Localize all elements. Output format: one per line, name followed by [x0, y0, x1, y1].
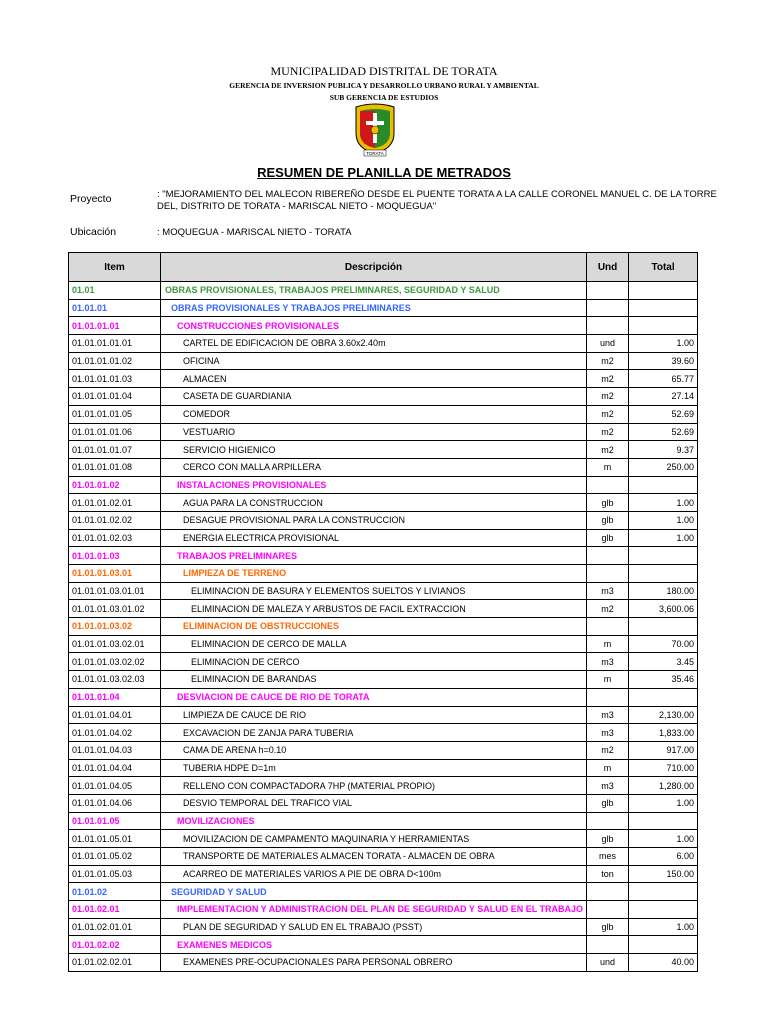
cell-unit: m2	[587, 741, 629, 759]
cell-item: 01.01.02	[69, 883, 161, 901]
cell-item: 01.01.01.03.02.01	[69, 635, 161, 653]
table-row	[69, 458, 698, 476]
cell-total: 52.69	[629, 423, 698, 441]
cell-item: 01.01.01.03.02.03	[69, 671, 161, 689]
cell-total: 40.00	[629, 954, 698, 972]
cell-item: 01.01.01.05.02	[69, 848, 161, 866]
table-row	[69, 794, 698, 812]
table-row	[69, 476, 698, 494]
cell-description: CARTEL DE EDIFICACION DE OBRA 3.60x2.40m	[161, 335, 587, 353]
table-row	[69, 335, 698, 353]
cell-total: 39.60	[629, 352, 698, 370]
cell-description: VESTUARIO	[161, 423, 587, 441]
cell-item: 01.01.01.03.02	[69, 618, 161, 636]
cell-unit: m3	[587, 706, 629, 724]
gerencia-name: GERENCIA DE INVERSION PUBLICA Y DESARROLLO URBANO RURAL Y AMBIENTAL	[229, 81, 539, 90]
cell-unit	[587, 883, 629, 901]
cell-unit	[587, 299, 629, 317]
cell-total	[629, 282, 698, 300]
cell-total: 1.00	[629, 529, 698, 547]
cell-item: 01.01.01.04.03	[69, 741, 161, 759]
table-row	[69, 529, 698, 547]
cell-total	[629, 883, 698, 901]
cell-description: IMPLEMENTACION Y ADMINISTRACION DEL PLAN DE SEGURIDAD Y SALUD EN EL TRABAJO	[161, 901, 587, 919]
table-row	[69, 918, 698, 936]
cell-unit	[587, 901, 629, 919]
cell-item: 01.01.01.02.02	[69, 511, 161, 529]
cell-item: 01.01.01.01.04	[69, 388, 161, 406]
cell-item: 01.01.01.01.05	[69, 405, 161, 423]
cell-description: COMEDOR	[161, 405, 587, 423]
cell-description: OBRAS PROVISIONALES, TRABAJOS PRELIMINARES, SEGURIDAD Y SALUD	[161, 282, 587, 300]
table-row	[69, 600, 698, 618]
header-item: Item	[69, 253, 161, 282]
cell-description: ALMACEN	[161, 370, 587, 388]
cell-unit: glb	[587, 511, 629, 529]
cell-unit: glb	[587, 918, 629, 936]
cell-total	[629, 901, 698, 919]
cell-unit	[587, 618, 629, 636]
cell-unit: und	[587, 335, 629, 353]
table-row	[69, 830, 698, 848]
metrados-table	[68, 252, 698, 972]
cell-item: 01.01.01.02	[69, 476, 161, 494]
cell-total: 1.00	[629, 794, 698, 812]
cell-unit	[587, 547, 629, 565]
cell-unit: m2	[587, 388, 629, 406]
cell-unit: m2	[587, 370, 629, 388]
cell-unit: glb	[587, 494, 629, 512]
cell-item: 01.01.01.01	[69, 317, 161, 335]
cell-description: ELIMINACION DE MALEZA Y ARBUSTOS DE FACIL EXTRACCION	[161, 600, 587, 618]
table-row	[69, 759, 698, 777]
cell-item: 01.01.01.01.06	[69, 423, 161, 441]
cell-unit: m	[587, 458, 629, 476]
cell-total	[629, 317, 698, 335]
cell-description: CONSTRUCCIONES PROVISIONALES	[161, 317, 587, 335]
cell-description: DESAGUE PROVISIONAL PARA LA CONSTRUCCION	[161, 511, 587, 529]
cell-item: 01.01.01.03.02.02	[69, 653, 161, 671]
cell-total	[629, 812, 698, 830]
cell-description: ELIMINACION DE OBSTRUCCIONES	[161, 618, 587, 636]
cell-total: 3.45	[629, 653, 698, 671]
table-row	[69, 671, 698, 689]
cell-description: EXAMENES MEDICOS	[161, 936, 587, 954]
table-row	[69, 494, 698, 512]
cell-unit: glb	[587, 529, 629, 547]
cell-unit: m3	[587, 653, 629, 671]
cell-unit	[587, 565, 629, 583]
cell-total: 27.14	[629, 388, 698, 406]
cell-total: 2,130.00	[629, 706, 698, 724]
cell-total: 3,600.06	[629, 600, 698, 618]
cell-description: ELIMINACION DE BARANDAS	[161, 671, 587, 689]
cell-unit: m2	[587, 352, 629, 370]
cell-item: 01.01.01.04.01	[69, 706, 161, 724]
cell-total	[629, 688, 698, 706]
cell-unit	[587, 812, 629, 830]
table-row	[69, 441, 698, 459]
cell-description: SEGURIDAD Y SALUD	[161, 883, 587, 901]
table-row	[69, 317, 698, 335]
cell-total: 710.00	[629, 759, 698, 777]
table-row	[69, 954, 698, 972]
cell-unit: m2	[587, 441, 629, 459]
table-row	[69, 653, 698, 671]
cell-description: PLAN DE SEGURIDAD Y SALUD EN EL TRABAJO (PSST)	[161, 918, 587, 936]
cell-item: 01.01.01	[69, 299, 161, 317]
cell-total: 1.00	[629, 918, 698, 936]
cell-unit: m3	[587, 777, 629, 795]
cell-total: 9.37	[629, 441, 698, 459]
cell-total: 65.77	[629, 370, 698, 388]
sub-gerencia-name: SUB GERENCIA DE ESTUDIOS	[329, 93, 439, 102]
header-unit: Und	[587, 253, 629, 282]
table-row	[69, 635, 698, 653]
cell-total	[629, 618, 698, 636]
cell-item: 01.01.01.05.01	[69, 830, 161, 848]
cell-total: 150.00	[629, 865, 698, 883]
cell-description: TRABAJOS PRELIMINARES	[161, 547, 587, 565]
cell-item: 01.01.01.04.04	[69, 759, 161, 777]
table-header-row	[69, 253, 698, 282]
cell-description: EXAMENES PRE-OCUPACIONALES PARA PERSONAL OBRERO	[161, 954, 587, 972]
table-row	[69, 901, 698, 919]
cell-unit	[587, 936, 629, 954]
table-row	[69, 706, 698, 724]
cell-total: 250.00	[629, 458, 698, 476]
cell-total	[629, 936, 698, 954]
cell-item: 01.01.01.01.08	[69, 458, 161, 476]
cell-unit: m2	[587, 423, 629, 441]
cell-total: 6.00	[629, 848, 698, 866]
project-value: : "MEJORAMIENTO DEL MALECON RIBEREÑO DESDE EL PUENTE TORATA A LA CALLE CORONEL MANUEL C. DE LA TORRE DEL, DISTRITO DE TORATA - MARISCAL NIETO - MOQUEGUA"	[157, 189, 717, 212]
table-row	[69, 565, 698, 583]
cell-description: INSTALACIONES PROVISIONALES	[161, 476, 587, 494]
cell-total: 1,833.00	[629, 724, 698, 742]
table-row	[69, 511, 698, 529]
cell-total	[629, 299, 698, 317]
cell-unit: m3	[587, 724, 629, 742]
table-row	[69, 370, 698, 388]
cell-total: 1.00	[629, 494, 698, 512]
table-row	[69, 547, 698, 565]
cell-item: 01.01.01.01.03	[69, 370, 161, 388]
cell-item: 01.01.01.04	[69, 688, 161, 706]
location-value: : MOQUEGUA - MARISCAL NIETO - TORATA	[157, 227, 352, 238]
cell-total: 35.46	[629, 671, 698, 689]
cell-item: 01.01.01.03.01.01	[69, 582, 161, 600]
header-description: Descripción	[161, 253, 587, 282]
cell-total: 1.00	[629, 511, 698, 529]
cell-item: 01.01.02.02.01	[69, 954, 161, 972]
municipality-name: MUNICIPALIDAD DISTRITAL DE TORATA	[270, 64, 498, 78]
svg-text:TORATA: TORATA	[366, 151, 384, 156]
cell-unit: m	[587, 635, 629, 653]
cell-item: 01.01	[69, 282, 161, 300]
cell-item: 01.01.02.01.01	[69, 918, 161, 936]
cell-description: CAMA DE ARENA h=0.10	[161, 741, 587, 759]
cell-description: LIMPIEZA DE CAUCE DE RIO	[161, 706, 587, 724]
cell-description: OBRAS PROVISIONALES Y TRABAJOS PRELIMINARES	[161, 299, 587, 317]
table-row	[69, 282, 698, 300]
cell-description: ELIMINACION DE CERCO DE MALLA	[161, 635, 587, 653]
cell-total	[629, 565, 698, 583]
cell-total: 1.00	[629, 335, 698, 353]
cell-description: MOVILIZACION DE CAMPAMENTO MAQUINARIA Y HERRAMIENTAS	[161, 830, 587, 848]
table-row	[69, 883, 698, 901]
table-row	[69, 812, 698, 830]
cell-total: 917.00	[629, 741, 698, 759]
cell-total: 180.00	[629, 582, 698, 600]
cell-item: 01.01.01.02.01	[69, 494, 161, 512]
cell-description: CASETA DE GUARDIANIA	[161, 388, 587, 406]
cell-description: TRANSPORTE DE MATERIALES ALMACEN TORATA - ALMACEN DE OBRA	[161, 848, 587, 866]
cell-item: 01.01.01.03.01	[69, 565, 161, 583]
cell-description: SERVICIO HIGIENICO	[161, 441, 587, 459]
cell-description: CERCO CON MALLA ARPILLERA	[161, 458, 587, 476]
cell-item: 01.01.01.02.03	[69, 529, 161, 547]
table-row	[69, 777, 698, 795]
cell-item: 01.01.01.05.03	[69, 865, 161, 883]
cell-total	[629, 547, 698, 565]
cell-unit: glb	[587, 830, 629, 848]
cell-unit: m2	[587, 405, 629, 423]
cell-unit: und	[587, 954, 629, 972]
cell-item: 01.01.01.04.02	[69, 724, 161, 742]
cell-unit: mes	[587, 848, 629, 866]
cell-unit: ton	[587, 865, 629, 883]
location-label: Ubicación	[70, 226, 117, 238]
page-title: RESUMEN DE PLANILLA DE METRADOS	[257, 165, 511, 180]
cell-description: RELLENO CON COMPACTADORA 7HP (MATERIAL PROPIO)	[161, 777, 587, 795]
cell-unit: glb	[587, 794, 629, 812]
table-row	[69, 299, 698, 317]
cell-item: 01.01.01.04.05	[69, 777, 161, 795]
table-row	[69, 688, 698, 706]
cell-description: MOVILIZACIONES	[161, 812, 587, 830]
cell-description: TUBERIA HDPE D=1m	[161, 759, 587, 777]
cell-total: 1.00	[629, 830, 698, 848]
table-row	[69, 582, 698, 600]
table-row	[69, 741, 698, 759]
cell-item: 01.01.02.01	[69, 901, 161, 919]
project-label: Proyecto	[70, 193, 112, 205]
cell-description: OFICINA	[161, 352, 587, 370]
cell-description: ELIMINACION DE BASURA Y ELEMENTOS SUELTOS Y LIVIANOS	[161, 582, 587, 600]
cell-unit	[587, 282, 629, 300]
cell-unit: m	[587, 671, 629, 689]
cell-unit: m2	[587, 600, 629, 618]
cell-description: AGUA PARA LA CONSTRUCCION	[161, 494, 587, 512]
cell-description: ACARREO DE MATERIALES VARIOS A PIE DE OBRA D<100m	[161, 865, 587, 883]
table-row	[69, 388, 698, 406]
cell-unit: m3	[587, 582, 629, 600]
cell-item: 01.01.01.03.01.02	[69, 600, 161, 618]
cell-description: ELIMINACION DE CERCO	[161, 653, 587, 671]
header-total: Total	[629, 253, 698, 282]
cell-item: 01.01.01.04.06	[69, 794, 161, 812]
table-row	[69, 352, 698, 370]
cell-total: 52.69	[629, 405, 698, 423]
table-row	[69, 848, 698, 866]
cell-unit	[587, 688, 629, 706]
cell-total: 70.00	[629, 635, 698, 653]
table-row	[69, 618, 698, 636]
cell-description: DESVIO TEMPORAL DEL TRAFICO VIAL	[161, 794, 587, 812]
table-row	[69, 865, 698, 883]
cell-item: 01.01.01.03	[69, 547, 161, 565]
cell-description: LIMPIEZA DE TERRENO	[161, 565, 587, 583]
table-row	[69, 423, 698, 441]
cell-description: EXCAVACION DE ZANJA PARA TUBERIA	[161, 724, 587, 742]
cell-description: ENERGIA ELECTRICA PROVISIONAL	[161, 529, 587, 547]
cell-item: 01.01.01.01.07	[69, 441, 161, 459]
cell-unit	[587, 317, 629, 335]
cell-unit: m	[587, 759, 629, 777]
table-row	[69, 724, 698, 742]
cell-item: 01.01.01.01.01	[69, 335, 161, 353]
cell-item: 01.01.01.05	[69, 812, 161, 830]
cell-total: 1,280.00	[629, 777, 698, 795]
table-row	[69, 936, 698, 954]
cell-description: DESVIACION DE CAUCE DE RIO DE TORATA	[161, 688, 587, 706]
cell-total	[629, 476, 698, 494]
table-row	[69, 405, 698, 423]
torata-coat-of-arms-icon	[354, 103, 396, 157]
cell-unit	[587, 476, 629, 494]
cell-item: 01.01.01.01.02	[69, 352, 161, 370]
cell-item: 01.01.02.02	[69, 936, 161, 954]
